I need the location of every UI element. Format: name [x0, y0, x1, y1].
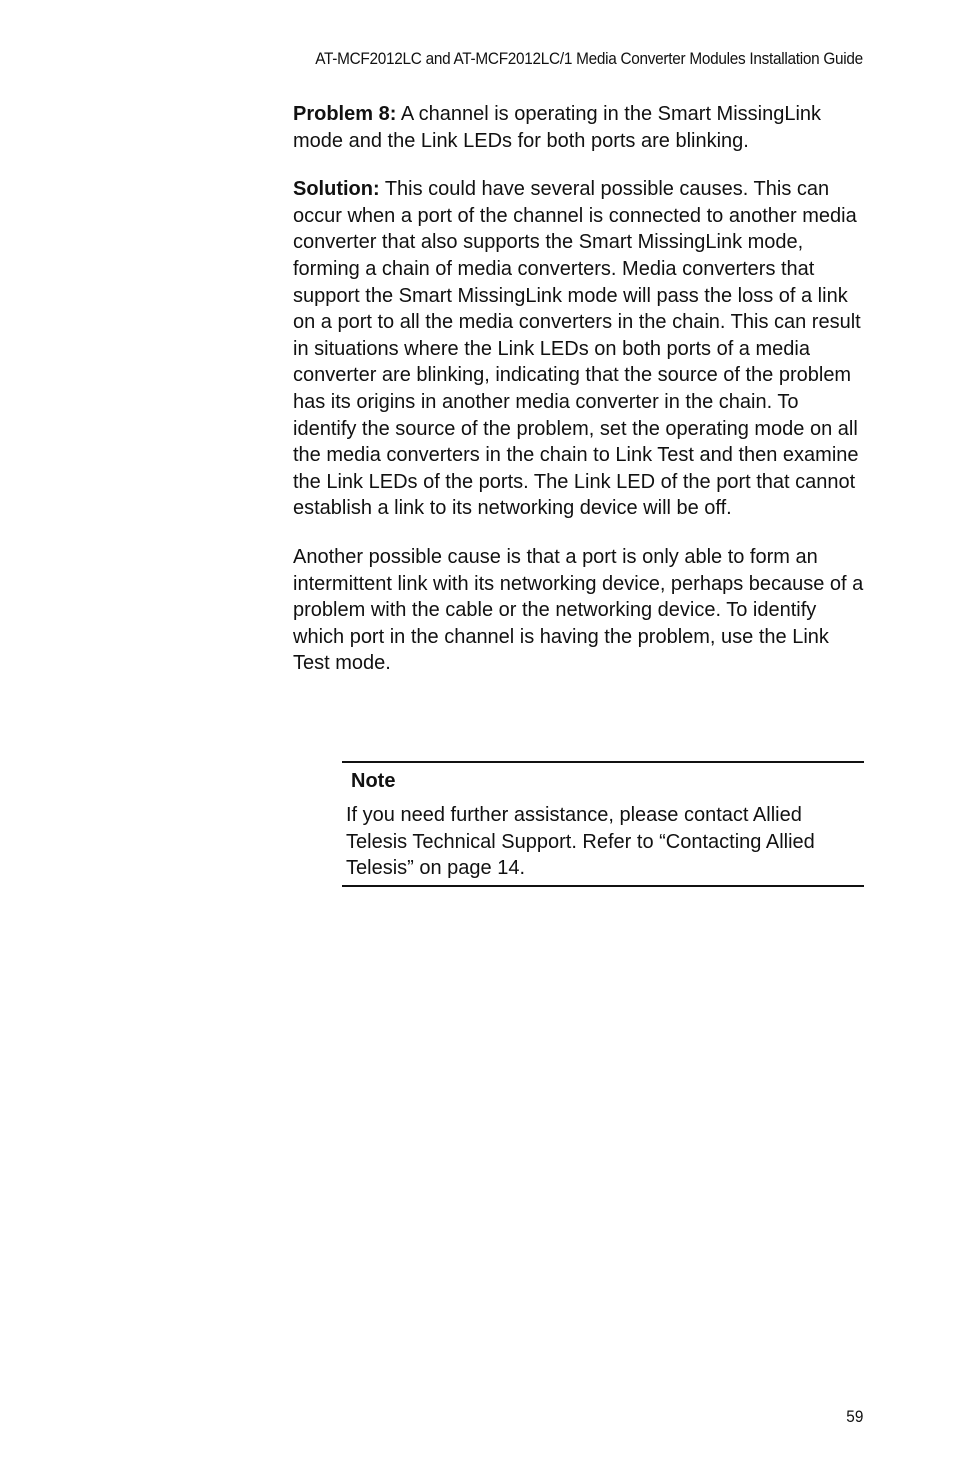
- note-body: If you need further assistance, please contact Allied Telesis Technical Support. Refer to “Contacting Allied Telesis” on page 14.: [346, 804, 815, 880]
- page-number: 59: [845, 1408, 863, 1426]
- note-box: [342, 761, 864, 887]
- running-header: AT-MCF2012LC and AT-MCF2012LC/1 Media Converter Modules Installation Guide: [315, 50, 863, 68]
- cause-paragraph: Another possible cause is that a port is only able to form an intermittent link with its networking device, perhaps because of a problem with the cable or the networking device. To identify which port in the channel is having the problem, use the Link Test mode.: [293, 545, 864, 675]
- main-content: [293, 101, 865, 699]
- note-title: Note: [351, 770, 396, 792]
- solution-label: Solution:: [293, 178, 380, 201]
- problem-paragraph: [293, 101, 865, 154]
- solution-text: This could have several possible causes. This can occur when a port of the channel is connected to another media converter that also supports the Smart MissingLink mode, forming a chain of media converters. Media converters that support the Smart MissingLink mode will pass the loss of a link on a port to all the media converters in the chain. This can result in situations where the Link LEDs on both ports of a media converter are blinking, indicating that the source of the problem has its origins in another media converter in the chain. To identify the source of the problem, set the operating mode on all the media converters in the chain to Link Test and then examine the Link LEDs of the ports. The Link LED of the port that cannot establish a link to its networking device will be off.: [293, 178, 861, 520]
- problem-text: A channel is operating in the Smart MissingLink mode and the Link LEDs for both ports are blinking.: [293, 103, 822, 152]
- solution-paragraph: [293, 176, 865, 522]
- problem-label: Problem 8:: [293, 103, 397, 125]
